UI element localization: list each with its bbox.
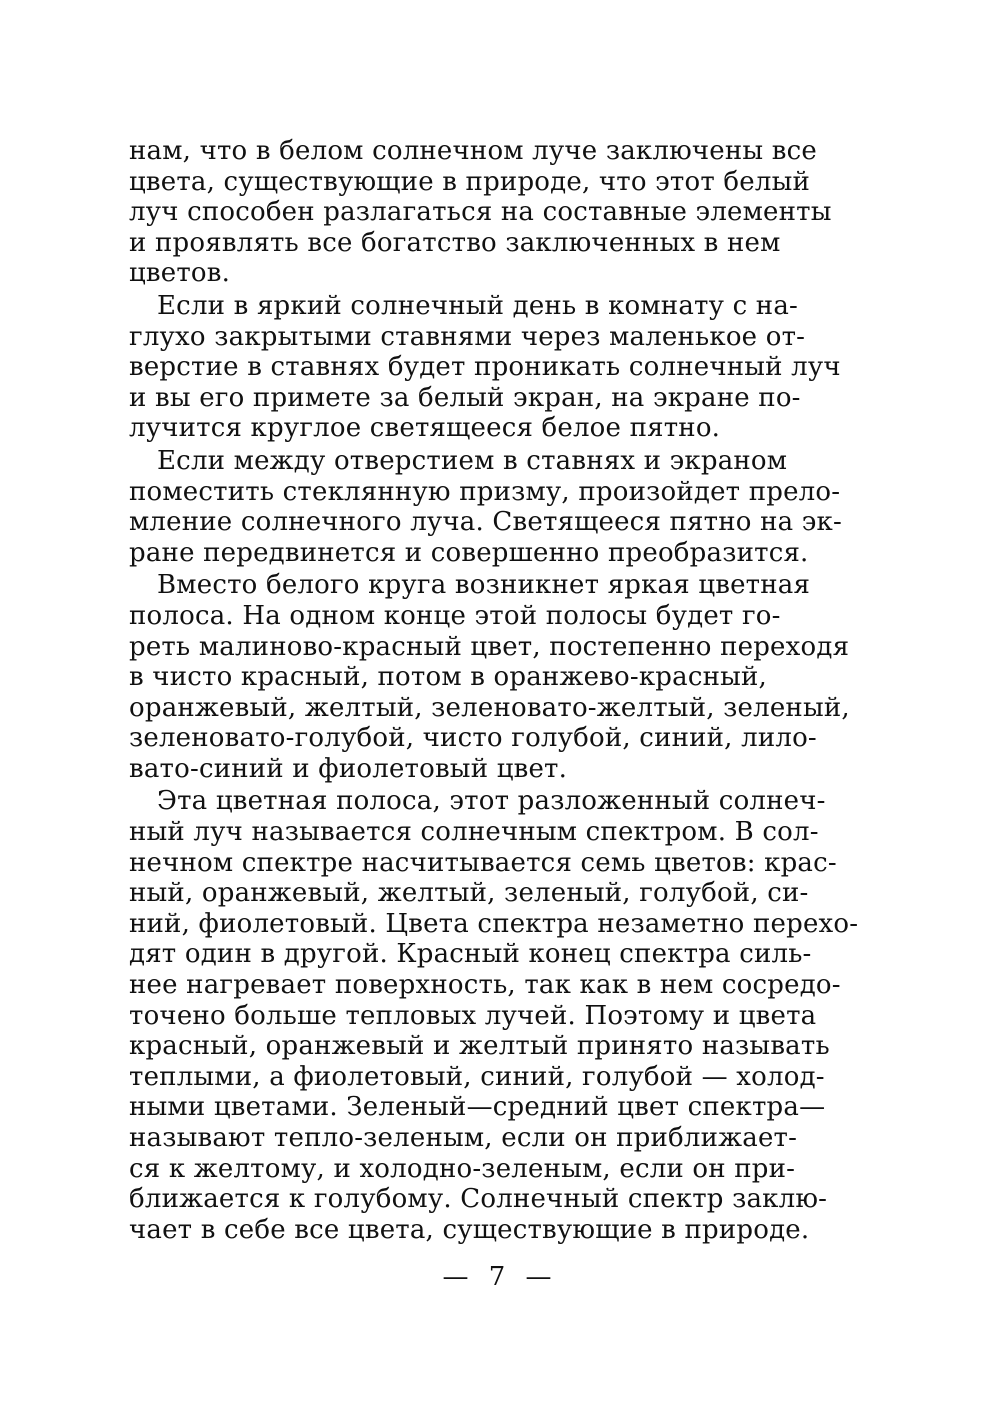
text-line: вато-синий и фиолетовый цвет.: [129, 753, 568, 784]
text-line: красный, оранжевый и желтый принято называть: [129, 1031, 830, 1062]
text-line: оранжевый, желтый, зеленовато-желтый, зеленый,: [129, 692, 850, 723]
text-line: глухо закрытыми ставнями через маленькое от-: [129, 321, 806, 352]
paragraph-2: [129, 291, 869, 444]
text-line: цветов.: [129, 258, 231, 289]
text-line: реть малиново-красный цвет, постепенно переходя: [129, 631, 850, 662]
text-line: ближается к голубому. Солнечный спектр заклю-: [129, 1184, 828, 1215]
text-line: в чисто красный, потом в оранжево-красный,: [129, 662, 768, 693]
text-line: верстие в ставнях будет проникать солнечный луч: [129, 352, 841, 383]
text-line: полоса. На одном конце этой полосы будет го-: [129, 600, 781, 631]
text-line: Если в яркий солнечный день в комнату с на-: [157, 290, 799, 321]
text-line: поместить стеклянную призму, произойдет прело-: [129, 476, 841, 507]
text-line: ными цветами. Зеленый—средний цвет спектра—: [129, 1092, 826, 1123]
text-line: Если между отверстием в ставнях и экраном: [157, 445, 788, 476]
text-line: называют тепло-зеленым, если он приближает-: [129, 1123, 798, 1153]
text-line: нечном спектре насчитывается семь цветов: крас-: [129, 847, 837, 878]
text-line: ный луч называется солнечным спектром. В сол-: [129, 817, 819, 848]
text-line: и проявлять все богатство заключенных в нем: [129, 227, 781, 258]
text-line: зеленовато-голубой, чисто голубой, синий, лило-: [129, 723, 817, 754]
body-text: [129, 136, 869, 1245]
text-line: нее нагревает поверхность, так как в нем сосредо-: [129, 970, 841, 1001]
paragraph-5: [129, 786, 869, 1245]
text-line: ний, фиолетовый. Цвета спектра незаметно перехо-: [129, 908, 859, 939]
paragraph-3: [129, 446, 869, 568]
text-line: мление солнечного луча. Светящееся пятно на эк-: [129, 507, 842, 538]
text-line: точено больше тепловых лучей. Поэтому и цвета: [129, 1000, 817, 1031]
text-line: чает в себе все цвета, существующие в природе.: [129, 1214, 810, 1245]
text-line: цвета, существующие в природе, что этот белый: [129, 166, 810, 197]
text-line: дят один в другой. Красный конец спектра силь-: [129, 939, 812, 970]
text-line: Вместо белого круга возникнет яркая цветная: [157, 570, 811, 601]
text-line: теплыми, а фиолетовый, синий, голубой — холод-: [129, 1061, 825, 1092]
text-line: нам, что в белом солнечном луче заключены все: [129, 136, 817, 166]
text-line: ся к желтому, и холодно-зеленым, если он при-: [129, 1153, 796, 1184]
page-number: — 7 —: [442, 1262, 558, 1292]
text-line: ране передвинется и совершенно преобразится.: [129, 537, 809, 568]
paragraph-4: [129, 570, 869, 784]
text-line: лучится круглое светящееся белое пятно.: [129, 413, 721, 444]
text-line: ный, оранжевый, желтый, зеленый, голубой, си-: [129, 878, 809, 909]
text-line: луч способен разлагаться на составные элементы: [129, 197, 832, 228]
text-line: и вы его примете за белый экран, на экране по-: [129, 382, 801, 413]
paragraph-1: [129, 136, 869, 289]
text-line: Эта цветная полоса, этот разложенный солнеч-: [157, 786, 826, 817]
